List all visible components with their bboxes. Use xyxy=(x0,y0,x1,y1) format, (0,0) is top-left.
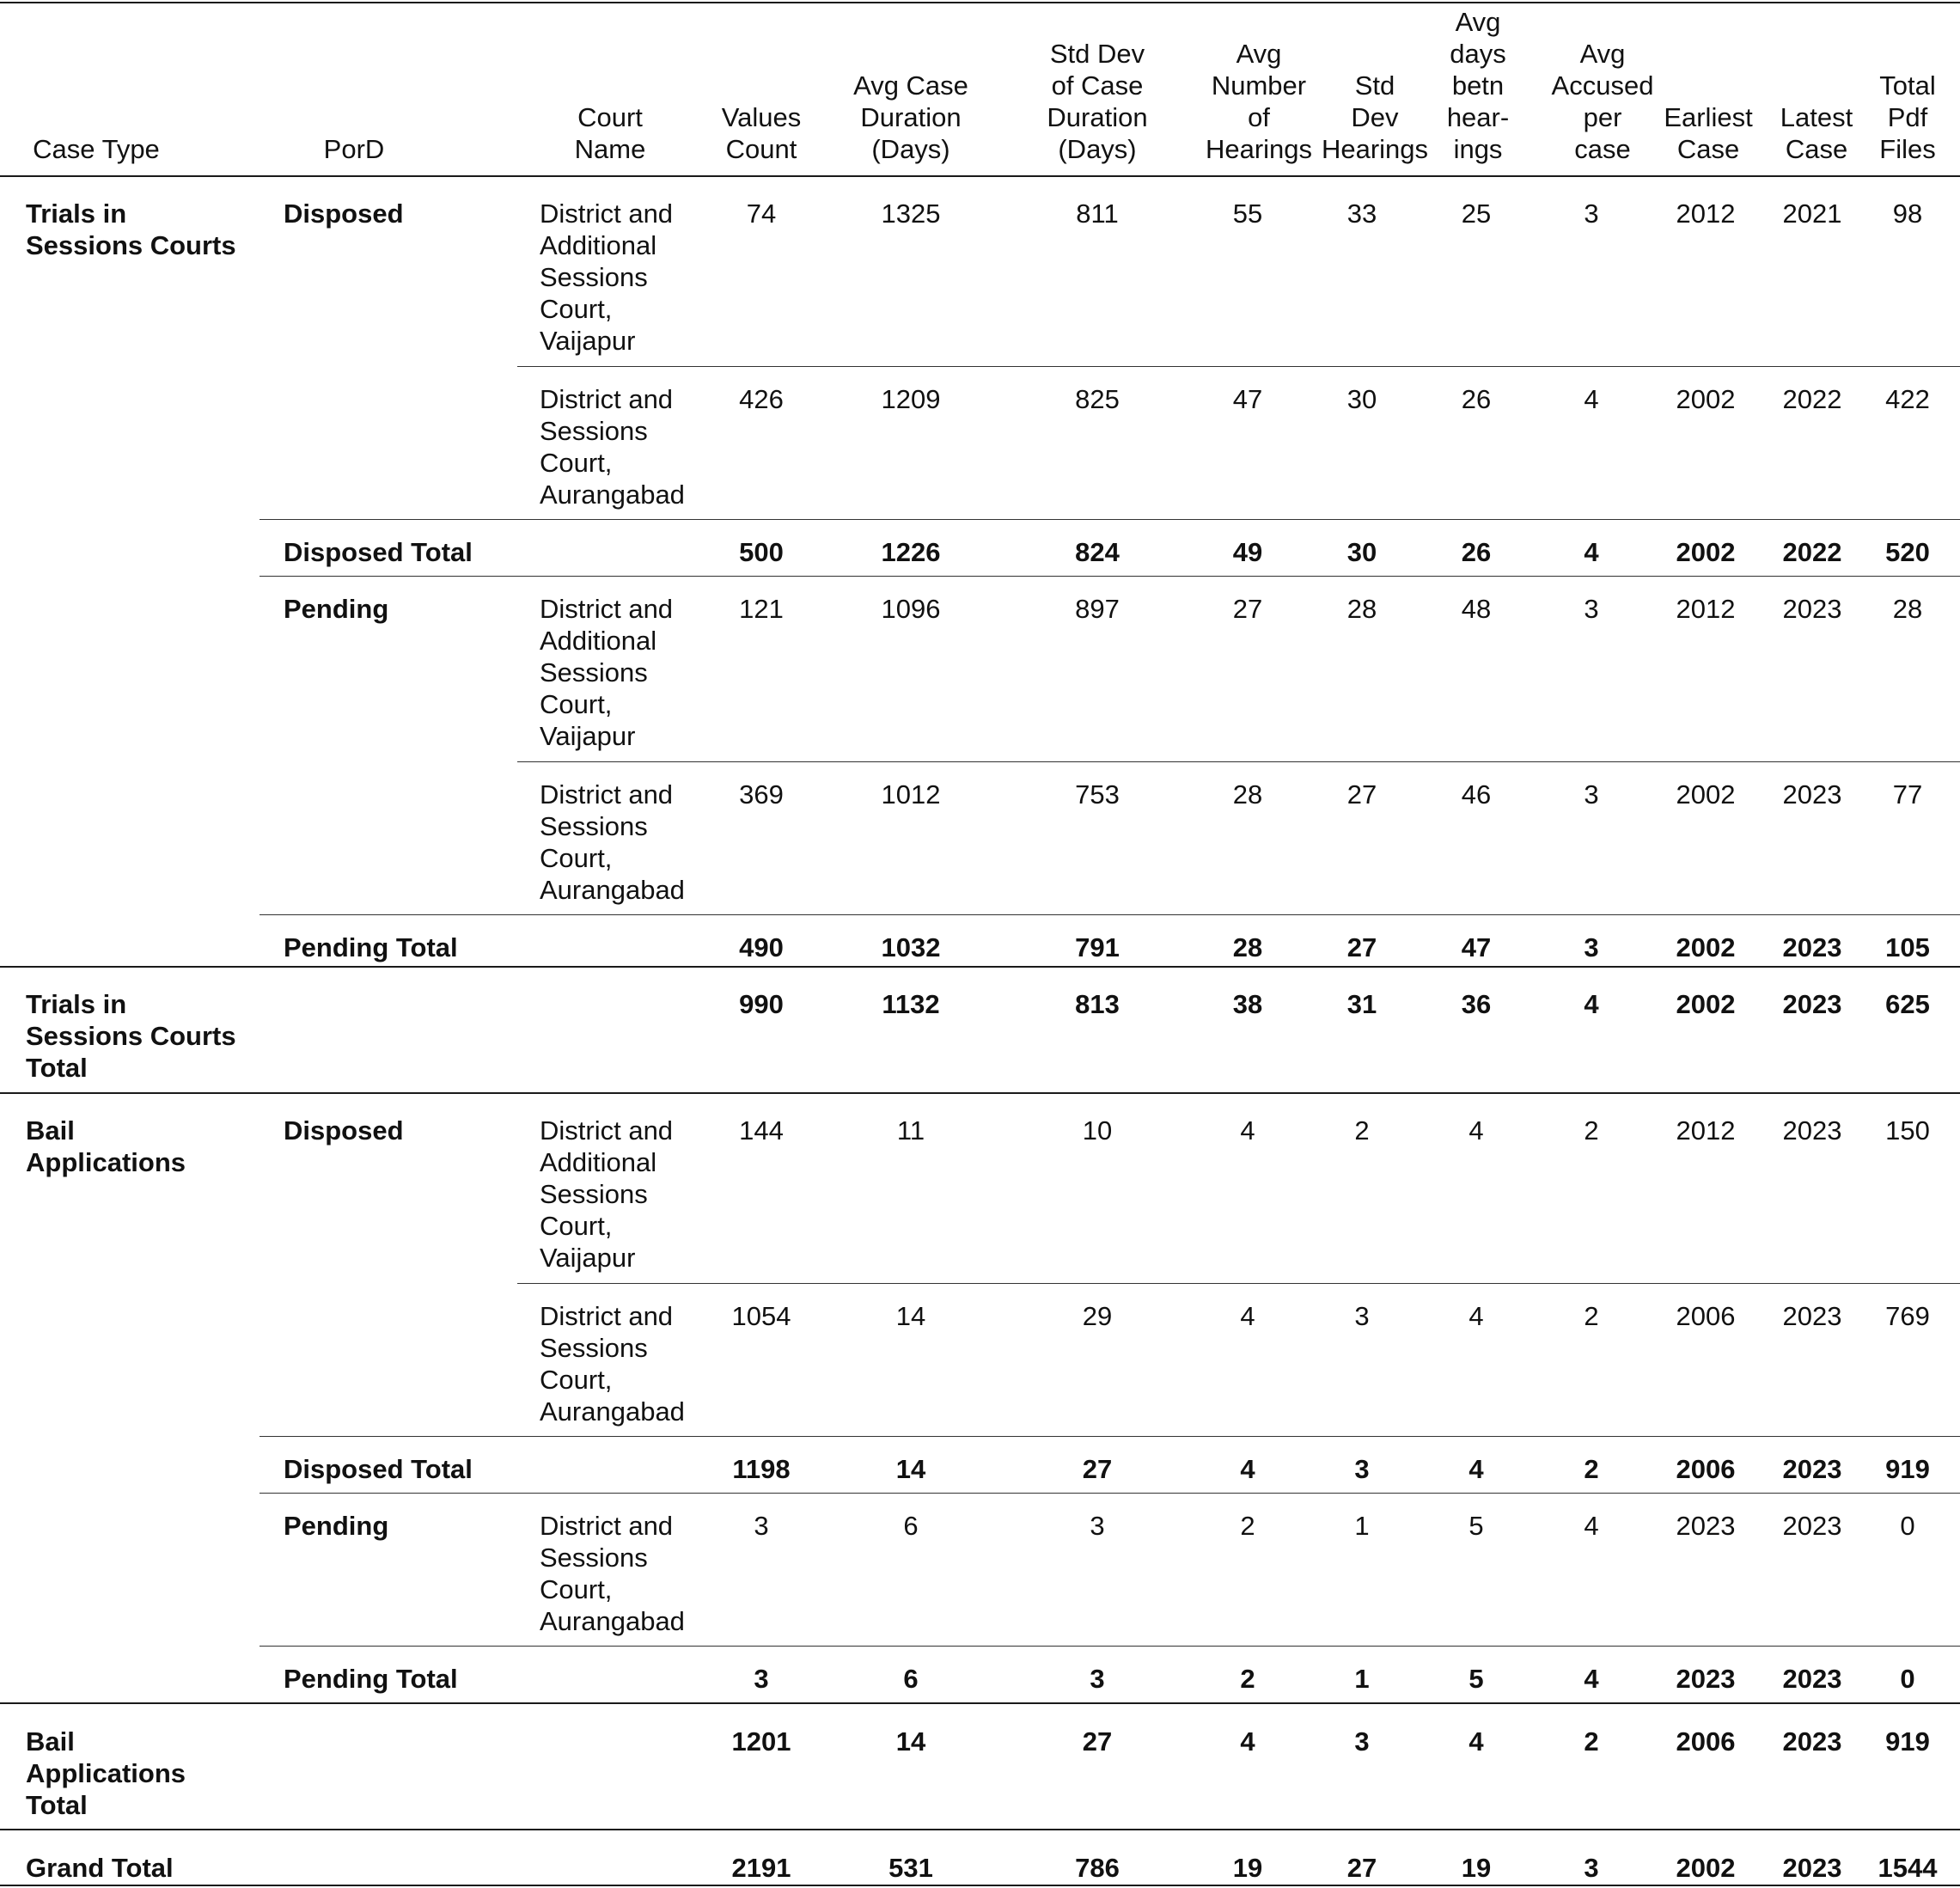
table-cell-value: 422 xyxy=(1885,384,1930,414)
table-cell-value: 27 xyxy=(1082,1726,1113,1757)
case-type-label: Sessions Courts xyxy=(26,1021,236,1051)
column-header: Avg xyxy=(1455,7,1501,37)
court-name: Court, xyxy=(540,843,613,873)
column-header: Name xyxy=(574,134,646,164)
table-rule xyxy=(0,1092,1960,1094)
table-cell-value: 2002 xyxy=(1676,1853,1736,1883)
table-cell-value: 2012 xyxy=(1676,199,1736,229)
table-cell-value: 3 xyxy=(1090,1664,1105,1694)
column-header: hear- xyxy=(1446,102,1510,132)
case-type-label: Trials in xyxy=(26,199,127,229)
table-cell-value: 919 xyxy=(1885,1726,1930,1757)
table-cell-value: 19 xyxy=(1461,1853,1492,1883)
table-cell-value: 2022 xyxy=(1782,384,1842,414)
table-cell-value: 3 xyxy=(1584,199,1599,229)
table-cell-value: 2023 xyxy=(1782,1726,1842,1757)
table-cell-value: 19 xyxy=(1232,1853,1263,1883)
table-cell-value: 2023 xyxy=(1782,932,1842,962)
column-header: case xyxy=(1574,134,1631,164)
court-name: Court, xyxy=(540,1365,613,1395)
table-cell-value: 897 xyxy=(1075,594,1120,624)
table-cell-value: 14 xyxy=(895,1301,926,1331)
column-header: Files xyxy=(1879,134,1936,164)
court-name: District and xyxy=(540,1301,674,1331)
table-cell-value: 3 xyxy=(1354,1726,1370,1757)
table-rule xyxy=(260,519,1960,520)
table-cell-value: 28 xyxy=(1892,594,1923,624)
table-cell-value: 2023 xyxy=(1782,779,1842,810)
column-header: Dev xyxy=(1351,102,1399,132)
table-cell-value: 14 xyxy=(895,1726,926,1757)
table-rule xyxy=(517,366,1960,367)
table-cell-value: 753 xyxy=(1075,779,1120,810)
table-cell-value: 121 xyxy=(739,594,784,624)
table-cell-value: 36 xyxy=(1461,989,1492,1019)
table-cell-value: 4 xyxy=(1240,1726,1255,1757)
table-cell-value: 500 xyxy=(739,537,784,567)
table-cell-value: 625 xyxy=(1885,989,1930,1019)
table-cell-value: 2023 xyxy=(1782,1511,1842,1541)
table-cell-value: 4 xyxy=(1468,1301,1484,1331)
case-type-label: Applications xyxy=(26,1758,186,1788)
column-header: per xyxy=(1583,102,1622,132)
case-type-label: Grand Total xyxy=(26,1853,174,1883)
table-cell-value: 2191 xyxy=(731,1853,791,1883)
table-cell-value: 825 xyxy=(1075,384,1120,414)
table-cell-value: 0 xyxy=(1900,1664,1915,1694)
court-name: Sessions xyxy=(540,416,648,446)
table-rule xyxy=(0,2,1960,3)
table-cell-value: 1 xyxy=(1354,1511,1370,1541)
table-cell-value: 786 xyxy=(1075,1853,1120,1883)
table-rule xyxy=(0,175,1960,177)
column-header: betn xyxy=(1451,70,1505,101)
court-name: District and xyxy=(540,594,674,624)
court-name: Sessions xyxy=(540,262,648,292)
column-header: of Case xyxy=(1051,70,1144,101)
column-header: Duration xyxy=(1047,102,1148,132)
table-cell-value: 4 xyxy=(1584,384,1599,414)
column-header: of xyxy=(1248,102,1270,132)
pord-label: Pending xyxy=(284,594,389,624)
table-cell-value: 4 xyxy=(1584,537,1599,567)
table-cell-value: 2021 xyxy=(1782,199,1842,229)
table-cell-value: 4 xyxy=(1468,1115,1484,1146)
court-name: Aurangabad xyxy=(540,875,685,905)
table-cell-value: 1226 xyxy=(881,537,941,567)
column-header: Earliest xyxy=(1664,102,1753,132)
table-cell-value: 27 xyxy=(1082,1454,1113,1484)
pord-label: Disposed Total xyxy=(284,1454,473,1484)
table-cell-value: 369 xyxy=(739,779,784,810)
court-name: Court, xyxy=(540,448,613,478)
column-header: Number xyxy=(1211,70,1307,101)
column-header: Latest xyxy=(1780,102,1853,132)
table-cell-value: 2023 xyxy=(1676,1664,1736,1694)
table-cell-value: 490 xyxy=(739,932,784,962)
table-cell-value: 2002 xyxy=(1676,989,1736,1019)
court-name: District and xyxy=(540,1115,674,1146)
column-header: Pdf xyxy=(1887,102,1928,132)
table-cell-value: 2023 xyxy=(1782,989,1842,1019)
column-header: Std xyxy=(1354,70,1395,101)
table-cell-value: 30 xyxy=(1346,384,1377,414)
column-header: Case xyxy=(1785,134,1848,164)
court-name: District and xyxy=(540,1511,674,1541)
table-cell-value: 4 xyxy=(1468,1454,1484,1484)
table-cell-value: 47 xyxy=(1232,384,1263,414)
table-cell-value: 824 xyxy=(1075,537,1120,567)
table-cell-value: 74 xyxy=(746,199,777,229)
case-type-label: Sessions Courts xyxy=(26,230,236,260)
table-cell-value: 31 xyxy=(1346,989,1377,1019)
table-cell-value: 1096 xyxy=(881,594,941,624)
table-cell-value: 105 xyxy=(1885,932,1930,962)
table-cell-value: 98 xyxy=(1892,199,1923,229)
table-cell-value: 1032 xyxy=(881,932,941,962)
court-name: Sessions xyxy=(540,1333,648,1363)
table-cell-value: 4 xyxy=(1240,1115,1255,1146)
court-name: Aurangabad xyxy=(540,480,685,510)
table-cell-value: 4 xyxy=(1584,1664,1599,1694)
column-header: ings xyxy=(1453,134,1503,164)
table-cell-value: 4 xyxy=(1240,1301,1255,1331)
table-cell-value: 28 xyxy=(1232,779,1263,810)
column-header: Std Dev xyxy=(1049,39,1145,69)
table-cell-value: 77 xyxy=(1892,779,1923,810)
court-name: Vaijapur xyxy=(540,1243,636,1273)
court-name: Aurangabad xyxy=(540,1396,685,1427)
table-cell-value: 2012 xyxy=(1676,594,1736,624)
table-rule xyxy=(260,1493,1960,1494)
table-cell-value: 29 xyxy=(1082,1301,1113,1331)
table-cell-value: 3 xyxy=(1584,1853,1599,1883)
court-name: Sessions xyxy=(540,1543,648,1573)
column-header: Accused xyxy=(1551,70,1654,101)
table-cell-value: 11 xyxy=(896,1115,925,1146)
table-cell-value: 30 xyxy=(1346,537,1377,567)
table-cell-value: 27 xyxy=(1346,932,1377,962)
court-name: Sessions xyxy=(540,811,648,841)
table-cell-value: 531 xyxy=(888,1853,933,1883)
table-cell-value: 2006 xyxy=(1676,1454,1736,1484)
table-cell-value: 14 xyxy=(895,1454,926,1484)
pord-label: Disposed Total xyxy=(284,537,473,567)
table-cell-value: 55 xyxy=(1232,199,1263,229)
pord-label: Disposed xyxy=(284,199,404,229)
table-cell-value: 919 xyxy=(1885,1454,1930,1484)
pord-label: Disposed xyxy=(284,1115,404,1146)
court-name: Additional xyxy=(540,626,657,656)
table-cell-value: 4 xyxy=(1240,1454,1255,1484)
table-cell-value: 33 xyxy=(1346,199,1377,229)
table-cell-value: 6 xyxy=(903,1511,919,1541)
table-cell-value: 49 xyxy=(1232,537,1263,567)
table-cell-value: 27 xyxy=(1232,594,1263,624)
table-cell-value: 1325 xyxy=(881,199,941,229)
pord-label: Pending xyxy=(284,1511,389,1541)
court-name: Sessions xyxy=(540,657,648,687)
table-rule xyxy=(0,1885,1960,1886)
pord-label: Pending Total xyxy=(284,1664,458,1694)
table-cell-value: 426 xyxy=(739,384,784,414)
court-name: Additional xyxy=(540,1147,657,1177)
table-rule xyxy=(260,1646,1960,1647)
table-cell-value: 4 xyxy=(1584,989,1599,1019)
table-cell-value: 3 xyxy=(1354,1454,1370,1484)
table-cell-value: 4 xyxy=(1468,1726,1484,1757)
table-cell-value: 2022 xyxy=(1782,537,1842,567)
table-cell-value: 1544 xyxy=(1878,1853,1938,1883)
table-cell-value: 1 xyxy=(1354,1664,1370,1694)
court-name: Court, xyxy=(540,294,613,324)
table-cell-value: 2023 xyxy=(1782,1853,1842,1883)
court-name: District and xyxy=(540,199,674,229)
table-rule xyxy=(0,1702,1960,1704)
table-rule xyxy=(260,914,1960,915)
table-cell-value: 47 xyxy=(1461,932,1492,962)
table-cell-value: 2002 xyxy=(1676,932,1736,962)
table-cell-value: 2 xyxy=(1584,1301,1599,1331)
column-header: Case Type xyxy=(33,134,160,164)
table-cell-value: 2 xyxy=(1584,1726,1599,1757)
court-name: Court, xyxy=(540,1211,613,1241)
court-name: Court, xyxy=(540,1574,613,1604)
table-cell-value: 150 xyxy=(1885,1115,1930,1146)
column-header: Case xyxy=(1676,134,1740,164)
table-cell-value: 2 xyxy=(1354,1115,1370,1146)
table-cell-value: 48 xyxy=(1461,594,1492,624)
case-type-label: Applications xyxy=(26,1147,186,1177)
column-header: days xyxy=(1450,39,1506,69)
table-cell-value: 6 xyxy=(903,1664,919,1694)
table-cell-value: 2 xyxy=(1584,1454,1599,1484)
column-header: Duration xyxy=(860,102,962,132)
table-cell-value: 3 xyxy=(1090,1511,1105,1541)
table-cell-value: 2023 xyxy=(1676,1511,1736,1541)
table-cell-value: 0 xyxy=(1900,1511,1915,1541)
table-cell-value: 2023 xyxy=(1782,1664,1842,1694)
table-cell-value: 1209 xyxy=(881,384,941,414)
court-name: Vaijapur xyxy=(540,721,636,751)
column-header: Avg xyxy=(1579,39,1626,69)
table-cell-value: 2002 xyxy=(1676,779,1736,810)
table-cell-value: 990 xyxy=(739,989,784,1019)
table-cell-value: 28 xyxy=(1232,932,1263,962)
table-cell-value: 2002 xyxy=(1676,537,1736,567)
table-cell-value: 1201 xyxy=(731,1726,791,1757)
table-cell-value: 791 xyxy=(1075,932,1120,962)
column-header: PorD xyxy=(323,134,385,164)
table-cell-value: 5 xyxy=(1468,1511,1484,1541)
column-header: (Days) xyxy=(871,134,950,164)
table-cell-value: 769 xyxy=(1885,1301,1930,1331)
table-cell-value: 3 xyxy=(754,1511,769,1541)
table-cell-value: 2006 xyxy=(1676,1301,1736,1331)
table-cell-value: 46 xyxy=(1461,779,1492,810)
table-rule xyxy=(260,576,1960,577)
column-header: Count xyxy=(725,134,797,164)
case-type-label: Trials in xyxy=(26,989,127,1019)
table-cell-value: 25 xyxy=(1461,199,1492,229)
table-cell-value: 811 xyxy=(1076,199,1119,229)
case-type-label: Total xyxy=(26,1053,88,1083)
table-rule xyxy=(260,1436,1960,1437)
pord-label: Pending Total xyxy=(284,932,458,962)
table-cell-value: 28 xyxy=(1346,594,1377,624)
table-rule xyxy=(517,761,1960,762)
table-cell-value: 26 xyxy=(1461,537,1492,567)
column-header: Hearings xyxy=(1205,134,1313,164)
table-cell-value: 2 xyxy=(1240,1664,1255,1694)
table-cell-value: 3 xyxy=(1354,1301,1370,1331)
table-cell-value: 2012 xyxy=(1676,1115,1736,1146)
table-cell-value: 2023 xyxy=(1782,1454,1842,1484)
case-type-label: Bail xyxy=(26,1726,75,1757)
table-cell-value: 3 xyxy=(1584,932,1599,962)
table-rule xyxy=(0,1829,1960,1830)
court-name: Aurangabad xyxy=(540,1606,685,1636)
table-cell-value: 27 xyxy=(1346,1853,1377,1883)
table-cell-value: 2 xyxy=(1584,1115,1599,1146)
court-name: Sessions xyxy=(540,1179,648,1209)
table-cell-value: 813 xyxy=(1075,989,1120,1019)
table-cell-value: 2 xyxy=(1240,1511,1255,1541)
court-name: Additional xyxy=(540,230,657,260)
column-header: Total xyxy=(1879,70,1936,101)
table-cell-value: 2023 xyxy=(1782,1115,1842,1146)
table-cell-value: 38 xyxy=(1232,989,1263,1019)
table-cell-value: 3 xyxy=(754,1664,769,1694)
table-cell-value: 26 xyxy=(1461,384,1492,414)
column-header: (Days) xyxy=(1058,134,1137,164)
column-header: Avg xyxy=(1236,39,1282,69)
case-type-label: Total xyxy=(26,1790,88,1820)
table-cell-value: 2006 xyxy=(1676,1726,1736,1757)
case-type-label: Bail xyxy=(26,1115,75,1146)
table-cell-value: 3 xyxy=(1584,779,1599,810)
table-rule xyxy=(517,1283,1960,1284)
table-cell-value: 4 xyxy=(1584,1511,1599,1541)
table-cell-value: 144 xyxy=(739,1115,784,1146)
table-rule xyxy=(0,966,1960,968)
column-header: Avg Case xyxy=(853,70,968,101)
court-name: District and xyxy=(540,779,674,810)
table-cell-value: 2002 xyxy=(1676,384,1736,414)
table-cell-value: 5 xyxy=(1468,1664,1484,1694)
table-cell-value: 1054 xyxy=(731,1301,791,1331)
court-name: Vaijapur xyxy=(540,326,636,356)
court-name: Court, xyxy=(540,689,613,719)
table-cell-value: 27 xyxy=(1346,779,1377,810)
table-cell-value: 2023 xyxy=(1782,594,1842,624)
table-cell-value: 1012 xyxy=(881,779,941,810)
column-header: Court xyxy=(577,102,643,132)
table-cell-value: 10 xyxy=(1082,1115,1113,1146)
table-cell-value: 2023 xyxy=(1782,1301,1842,1331)
table-cell-value: 520 xyxy=(1885,537,1930,567)
table-cell-value: 3 xyxy=(1584,594,1599,624)
table-cell-value: 1132 xyxy=(882,989,940,1019)
column-header: Values xyxy=(721,102,802,132)
column-header: Hearings xyxy=(1321,134,1429,164)
court-name: District and xyxy=(540,384,674,414)
table-cell-value: 1198 xyxy=(732,1454,791,1484)
